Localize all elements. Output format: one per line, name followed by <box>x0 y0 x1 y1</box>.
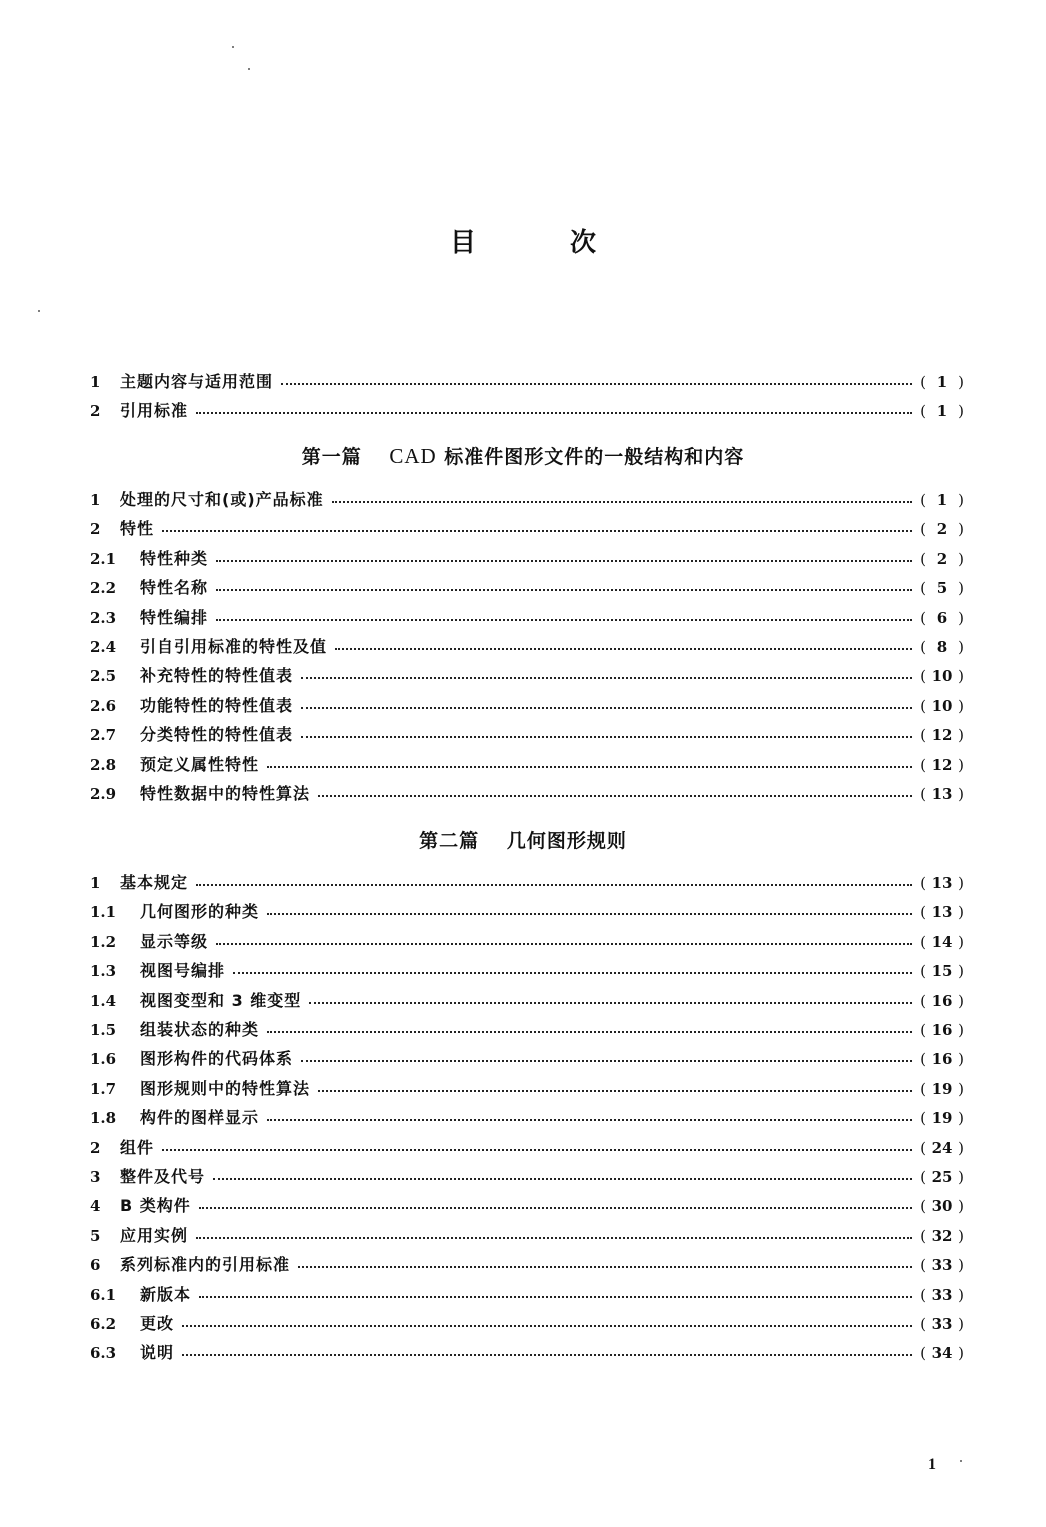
part-heading-prefix: 第一篇 <box>301 446 362 468</box>
close-paren: ) <box>958 520 964 539</box>
close-paren: ) <box>958 1256 964 1275</box>
close-paren: ) <box>958 785 964 803</box>
dot-leader <box>267 754 912 776</box>
close-paren: ) <box>958 1344 964 1363</box>
toc-entry-label: 预定义属性特性 <box>140 754 260 774</box>
part-heading-latin: CAD <box>389 444 437 468</box>
toc-entry-number: 4 <box>90 1197 101 1216</box>
toc-entry[interactable] <box>90 577 968 599</box>
close-paren: ) <box>958 903 964 922</box>
toc-entry[interactable] <box>90 1048 968 1070</box>
toc-entry[interactable] <box>90 548 968 570</box>
part-1-heading <box>0 442 1046 469</box>
toc-entry-page <box>912 931 968 953</box>
dot-leader <box>196 1225 912 1247</box>
open-paren: ( <box>920 1226 926 1245</box>
toc-entry[interactable] <box>90 931 968 953</box>
dot-leader <box>182 1313 912 1335</box>
toc-entry-number: 1.2 <box>90 932 117 951</box>
open-paren: ( <box>920 1197 926 1216</box>
toc-entry-label: 组件 <box>120 1137 155 1157</box>
toc-entry-page <box>912 489 968 511</box>
open-paren: ( <box>920 726 926 745</box>
close-paren: ) <box>958 1168 964 1186</box>
dot-leader <box>216 607 912 629</box>
close-paren: ) <box>958 579 964 598</box>
toc-entry-label: 特性名称 <box>140 578 209 598</box>
page-ref: 12 <box>931 755 953 774</box>
dot-leader <box>182 1342 912 1364</box>
page-ref: 5 <box>936 579 948 598</box>
close-paren: ) <box>958 608 964 627</box>
open-paren: ( <box>920 520 926 539</box>
toc-entry[interactable] <box>90 607 968 629</box>
title-char-2: 次 <box>569 228 596 258</box>
page-ref: 13 <box>931 874 953 892</box>
part-heading-text: 标准件图形文件的一般结构和内容 <box>444 446 745 468</box>
toc-entry-number: 2.6 <box>90 696 117 715</box>
toc-entry-number: 1.7 <box>90 1079 117 1098</box>
page-ref: 6 <box>936 608 948 627</box>
close-paren: ) <box>958 1109 964 1128</box>
toc-entry-label: 视图号编排 <box>140 961 226 981</box>
toc-entry[interactable] <box>90 1254 968 1276</box>
dot-leader <box>332 489 912 511</box>
page-ref: 16 <box>931 1050 953 1069</box>
close-paren: ) <box>958 932 964 951</box>
toc-entry-number: 2.2 <box>90 579 117 598</box>
toc-entry-label: 特性 <box>120 519 155 539</box>
page-ref: 33 <box>931 1256 953 1275</box>
dot-leader <box>301 724 912 746</box>
toc-entry-page <box>912 901 968 923</box>
toc-entry-number: 6.1 <box>90 1285 117 1304</box>
toc-entry-label: 补充特性的特性值表 <box>140 666 294 686</box>
toc-entry[interactable] <box>90 400 968 422</box>
open-paren: ( <box>920 1344 926 1363</box>
toc-entry-number: 2.3 <box>90 608 117 627</box>
scan-speck <box>960 1460 962 1462</box>
dot-leader <box>199 1195 912 1217</box>
dot-leader <box>213 1166 912 1188</box>
toc-entry[interactable] <box>90 695 968 717</box>
toc-entry[interactable] <box>90 371 968 393</box>
dot-leader <box>216 931 912 953</box>
toc-entry-label: 处理的尺寸和(或)产品标准 <box>120 490 324 509</box>
close-paren: ) <box>958 1079 964 1098</box>
toc-entry-number: 6.2 <box>90 1315 117 1333</box>
toc-entry-number: 1.8 <box>90 1109 117 1128</box>
toc-entry-page <box>912 1313 968 1335</box>
close-paren: ) <box>958 874 964 892</box>
page-ref: 12 <box>931 726 953 745</box>
page-ref: 30 <box>931 1197 953 1216</box>
toc-entry[interactable] <box>90 872 968 894</box>
open-paren: ( <box>920 1256 926 1275</box>
dot-leader <box>216 577 912 599</box>
page-ref: 34 <box>931 1344 953 1363</box>
toc-entry-label: 构件的图样显示 <box>140 1108 260 1128</box>
toc-entry-page <box>912 548 968 570</box>
toc-entry-label: 特性种类 <box>140 548 209 568</box>
close-paren: ) <box>958 1197 964 1216</box>
page-ref: 19 <box>931 1109 953 1128</box>
dot-leader <box>298 1254 912 1276</box>
page-title <box>0 222 1046 259</box>
page-ref: 13 <box>931 903 953 922</box>
toc-entry[interactable] <box>90 1107 968 1129</box>
toc-entry[interactable] <box>90 1342 968 1364</box>
open-paren: ( <box>920 1109 926 1128</box>
close-paren: ) <box>958 991 964 1010</box>
toc-entry-number: 1.3 <box>90 962 117 981</box>
page-number: 1 <box>928 1456 936 1473</box>
toc-entry-page <box>912 1107 968 1129</box>
toc-entry-page <box>912 990 968 1012</box>
page-ref: 2 <box>936 549 948 568</box>
page-ref: 2 <box>936 520 948 539</box>
dot-leader <box>301 665 912 687</box>
dot-leader <box>267 1107 912 1129</box>
toc-entry-page <box>912 1019 968 1041</box>
toc-entry-page <box>912 1254 968 1276</box>
toc-entry[interactable] <box>90 665 968 687</box>
open-paren: ( <box>920 1079 926 1098</box>
toc-entry-number: 2.1 <box>90 549 117 568</box>
dot-leader <box>162 1137 912 1159</box>
toc-entry[interactable] <box>90 1313 968 1335</box>
close-paren: ) <box>958 667 964 686</box>
open-paren: ( <box>920 991 926 1010</box>
page-ref: 16 <box>931 1021 953 1039</box>
toc-entry-page <box>912 518 968 540</box>
toc-entry-label: 分类特性的特性值表 <box>140 725 294 745</box>
page-ref: 10 <box>931 696 953 715</box>
toc-entry-label: 应用实例 <box>120 1225 189 1245</box>
toc-entry-page <box>912 1137 968 1159</box>
toc-entry-page <box>912 872 968 894</box>
toc-entry-page <box>912 1342 968 1364</box>
dot-leader <box>318 1078 912 1100</box>
toc-entry[interactable] <box>90 1284 968 1306</box>
page-ref: 16 <box>931 991 953 1010</box>
toc-entry-label: 特性数据中的特性算法 <box>140 784 311 803</box>
toc-entry[interactable] <box>90 724 968 746</box>
toc-entry-page <box>912 371 968 393</box>
toc-entry-page <box>912 665 968 687</box>
toc-entry-number: 2.7 <box>90 726 117 745</box>
toc-entry-label: 特性编排 <box>140 607 209 627</box>
open-paren: ( <box>920 402 926 421</box>
part-heading-text: 几何图形规则 <box>506 830 627 852</box>
open-paren: ( <box>920 1315 926 1333</box>
page-ref: 14 <box>931 932 953 951</box>
toc-entry-number: 1 <box>90 874 101 892</box>
toc-entry-page <box>912 754 968 776</box>
toc-entry-page <box>912 607 968 629</box>
title-char-1: 目 <box>449 228 476 258</box>
close-paren: ) <box>958 962 964 981</box>
toc-entry-label: 图形构件的代码体系 <box>140 1049 294 1069</box>
open-paren: ( <box>920 373 926 391</box>
close-paren: ) <box>958 1285 964 1304</box>
toc-entry[interactable] <box>90 489 968 511</box>
toc-entry-label: B 类构件 <box>120 1196 191 1216</box>
open-paren: ( <box>920 579 926 598</box>
page-ref: 19 <box>931 1079 953 1098</box>
scan-speck <box>232 46 234 48</box>
toc-entry-number: 1.1 <box>90 903 117 922</box>
toc-entry-page <box>912 636 968 658</box>
dot-leader <box>309 990 912 1012</box>
toc-entry[interactable] <box>90 960 968 982</box>
toc-entry-page <box>912 1284 968 1306</box>
toc-entry[interactable] <box>90 1195 968 1217</box>
open-paren: ( <box>920 1285 926 1304</box>
toc-entry-number: 6 <box>90 1256 101 1275</box>
toc-entry-number: 1.4 <box>90 991 117 1010</box>
toc-entry-number: 2 <box>90 1138 101 1157</box>
dot-leader <box>318 783 912 805</box>
toc-entry-label: 显示等级 <box>140 931 209 951</box>
close-paren: ) <box>958 1050 964 1069</box>
page-ref: 15 <box>931 962 953 981</box>
open-paren: ( <box>920 755 926 774</box>
toc-entry-page <box>912 1166 968 1188</box>
toc-entry-number: 2.5 <box>90 667 117 686</box>
dot-leader <box>233 960 912 982</box>
open-paren: ( <box>920 1168 926 1186</box>
open-paren: ( <box>920 608 926 627</box>
toc-entry-number: 2 <box>90 402 101 421</box>
dot-leader <box>267 1019 912 1041</box>
toc-entry-number: 1 <box>90 373 101 391</box>
open-paren: ( <box>920 667 926 686</box>
toc-entry-label: 整件及代号 <box>120 1167 206 1186</box>
toc-entry[interactable] <box>90 1137 968 1159</box>
open-paren: ( <box>920 638 926 656</box>
close-paren: ) <box>958 1315 964 1333</box>
toc-entry[interactable] <box>90 783 968 805</box>
toc-entry-label: 功能特性的特性值表 <box>140 695 294 715</box>
page-ref: 33 <box>931 1315 953 1333</box>
open-paren: ( <box>920 785 926 803</box>
open-paren: ( <box>920 903 926 922</box>
toc-entry-label: 图形规则中的特性算法 <box>140 1078 311 1098</box>
toc-entry-page <box>912 695 968 717</box>
open-paren: ( <box>920 696 926 715</box>
close-paren: ) <box>958 755 964 774</box>
toc-entry[interactable] <box>90 990 968 1012</box>
close-paren: ) <box>958 373 964 391</box>
close-paren: ) <box>958 1138 964 1157</box>
toc-entry[interactable] <box>90 636 968 658</box>
scan-speck <box>38 310 40 312</box>
toc-entry-label: 引用标准 <box>120 401 189 421</box>
close-paren: ) <box>958 491 964 509</box>
toc-entry-number: 3 <box>90 1168 101 1186</box>
toc-entry-page <box>912 1225 968 1247</box>
toc-entry[interactable] <box>90 518 968 540</box>
close-paren: ) <box>958 1226 964 1245</box>
toc-entry-label: 视图变型和 3 维变型 <box>140 990 302 1010</box>
close-paren: ) <box>958 402 964 421</box>
page-ref: 8 <box>936 638 948 656</box>
open-paren: ( <box>920 1050 926 1069</box>
open-paren: ( <box>920 874 926 892</box>
page-ref: 32 <box>931 1226 953 1245</box>
toc-entry-number: 1.6 <box>90 1050 117 1069</box>
dot-leader <box>216 548 912 570</box>
page-ref: 33 <box>931 1285 953 1304</box>
toc-entry-label: 几何图形的种类 <box>140 902 260 922</box>
toc-entry-number: 6.3 <box>90 1344 117 1363</box>
toc-entry[interactable] <box>90 1019 968 1041</box>
toc-entry[interactable] <box>90 754 968 776</box>
toc-entry-number: 2.9 <box>90 785 117 803</box>
dot-leader <box>267 901 912 923</box>
open-paren: ( <box>920 549 926 568</box>
part-heading-prefix: 第二篇 <box>419 830 480 852</box>
toc-entry-page <box>912 724 968 746</box>
dot-leader <box>301 695 912 717</box>
close-paren: ) <box>958 696 964 715</box>
page-ref: 25 <box>931 1168 953 1186</box>
toc-entry-page <box>912 577 968 599</box>
toc-entry-page <box>912 960 968 982</box>
toc-entry-number: 2.8 <box>90 755 117 774</box>
page-ref: 1 <box>936 491 948 509</box>
dot-leader <box>162 518 912 540</box>
close-paren: ) <box>958 549 964 568</box>
dot-leader <box>199 1284 912 1306</box>
open-paren: ( <box>920 1138 926 1157</box>
toc-entry[interactable] <box>90 1225 968 1247</box>
toc-entry-label: 系列标准内的引用标准 <box>120 1255 291 1275</box>
page-ref: 10 <box>931 667 953 686</box>
dot-leader <box>281 371 912 393</box>
toc-entry-number: 1 <box>90 491 101 509</box>
close-paren: ) <box>958 1021 964 1039</box>
toc-entry-page <box>912 400 968 422</box>
toc-entry[interactable] <box>90 1166 968 1188</box>
dot-leader <box>335 636 912 658</box>
toc-entry-number: 5 <box>90 1226 101 1245</box>
page-ref: 24 <box>931 1138 953 1157</box>
toc-entry-label: 更改 <box>140 1314 175 1333</box>
toc-entry-page <box>912 1048 968 1070</box>
open-paren: ( <box>920 1021 926 1039</box>
close-paren: ) <box>958 726 964 745</box>
toc-entry-page <box>912 783 968 805</box>
toc-entry-number: 2 <box>90 520 101 539</box>
page-ref: 13 <box>931 785 953 803</box>
toc-entry-label: 主题内容与适用范围 <box>120 372 274 391</box>
toc-entry-label: 引自引用标准的特性及值 <box>140 637 328 656</box>
open-paren: ( <box>920 932 926 951</box>
page-ref: 1 <box>936 373 948 391</box>
dot-leader <box>196 400 912 422</box>
open-paren: ( <box>920 962 926 981</box>
toc-entry-number: 1.5 <box>90 1021 117 1039</box>
toc-entry-label: 组装状态的种类 <box>140 1020 260 1039</box>
scan-speck <box>248 68 250 70</box>
toc-entry-label: 基本规定 <box>120 873 189 892</box>
dot-leader <box>196 872 912 894</box>
toc-entry[interactable] <box>90 1078 968 1100</box>
dot-leader <box>301 1048 912 1070</box>
close-paren: ) <box>958 638 964 656</box>
open-paren: ( <box>920 491 926 509</box>
page-ref: 1 <box>936 402 948 421</box>
toc-entry[interactable] <box>90 901 968 923</box>
toc-entry-page <box>912 1195 968 1217</box>
toc-entry-number: 2.4 <box>90 638 117 656</box>
toc-entry-label: 新版本 <box>140 1284 192 1304</box>
toc-entry-page <box>912 1078 968 1100</box>
toc-entry-label: 说明 <box>140 1343 175 1363</box>
part-2-heading <box>0 826 1046 853</box>
